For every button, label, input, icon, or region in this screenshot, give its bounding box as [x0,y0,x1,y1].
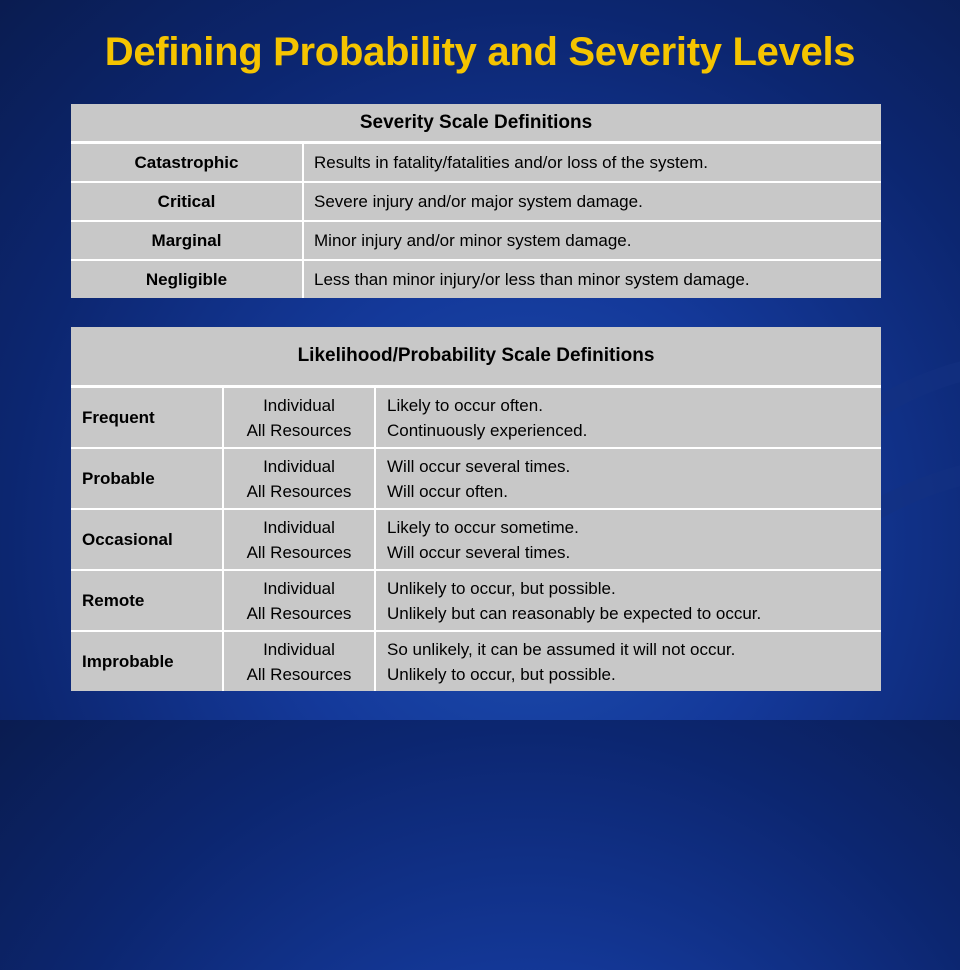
table-row [71,387,881,449]
definition-all-resources: Unlikely to occur, but possible. [387,664,616,684]
likelihood-scope [223,509,375,570]
likelihood-scope [223,631,375,691]
likelihood-definition [375,448,881,509]
slide-title: Defining Probability and Severity Levels [104,30,856,74]
definition-individual: Likely to occur sometime. [387,517,579,537]
likelihood-definition [375,509,881,570]
severity-definition: Minor injury and/or minor system damage. [303,221,881,260]
definition-all-resources: Will occur often. [387,481,508,501]
scope-individual: Individual [263,395,335,415]
likelihood-level: Frequent [71,387,223,449]
scope-all-resources: All Resources [246,603,352,623]
likelihood-definition [375,387,881,449]
scope-all-resources: All Resources [246,664,352,684]
definition-individual: Unlikely to occur, but possible. [387,578,616,598]
likelihood-level: Improbable [71,631,223,691]
table-row [71,182,881,221]
likelihood-scope [223,387,375,449]
table-row [71,509,881,570]
likelihood-level: Probable [71,448,223,509]
likelihood-level: Remote [71,570,223,631]
severity-table [71,104,881,298]
scope-all-resources: All Resources [246,420,352,440]
severity-definition: Less than minor injury/or less than minor system damage. [314,269,750,289]
table-row [71,448,881,509]
likelihood-definition [375,570,881,631]
definition-all-resources: Continuously experienced. [387,420,588,440]
likelihood-table-header: Likelihood/Probability Scale Definitions [71,327,881,387]
table-row [71,143,881,183]
severity-definition: Results in fatality/fatalities and/or loss of the system. [303,143,881,183]
severity-table-header: Severity Scale Definitions [71,104,881,143]
likelihood-definition [375,631,881,691]
severity-level: Catastrophic [71,143,303,183]
definition-individual: Likely to occur often. [387,395,543,415]
table-row [71,631,881,691]
table-row [71,570,881,631]
severity-level: Critical [71,182,303,221]
severity-definition: Severe injury and/or major system damage. [303,182,881,221]
likelihood-level: Occasional [71,509,223,570]
scope-individual: Individual [263,639,335,659]
scope-individual: Individual [263,578,335,598]
definition-all-resources: Unlikely but can reasonably be expected to occur. [387,603,762,623]
definition-individual: Will occur several times. [387,456,571,476]
definition-all-resources: Will occur several times. [387,542,571,562]
table-row [71,221,881,260]
likelihood-table [71,327,881,691]
definition-individual: So unlikely, it can be assumed it will not occur. [387,639,736,659]
severity-level: Marginal [71,221,303,260]
likelihood-scope [223,448,375,509]
table-row [71,260,881,298]
scope-individual: Individual [263,456,335,476]
scope-all-resources: All Resources [246,481,352,501]
scope-all-resources: All Resources [246,542,352,562]
scope-individual: Individual [263,517,335,537]
severity-level: Negligible [71,260,303,298]
likelihood-scope [223,570,375,631]
